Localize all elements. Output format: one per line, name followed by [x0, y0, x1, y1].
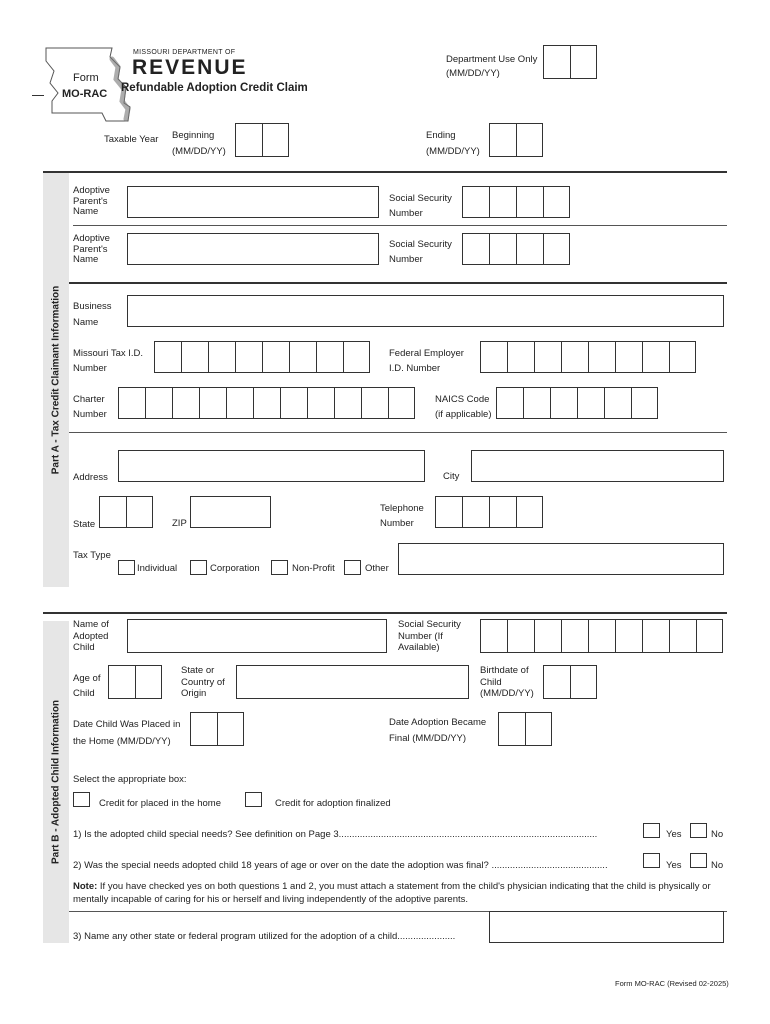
form-revision: Form MO-RAC (Revised 02-2025)	[615, 979, 729, 988]
taxable-year-ending-label: Ending	[426, 130, 456, 141]
q2-yes-label: Yes	[666, 860, 682, 871]
state-boxes[interactable]	[99, 496, 153, 528]
fein-label-line2: I.D. Number	[389, 363, 441, 374]
ssn-2-label-line1: Social Security	[389, 239, 452, 250]
credit-final-label: Credit for adoption finalized	[275, 798, 391, 809]
tax-type-other-label: Other	[365, 563, 389, 574]
agency-logo: REVENUE	[132, 56, 248, 79]
special-needs-note	[73, 880, 723, 906]
taxable-year-beginning-format: (MM/DD/YY)	[172, 146, 226, 157]
part-a-top-rule	[43, 171, 727, 173]
question-2: 2) Was the special needs adopted child 18 years of age or over on the date the adoption was final? ............................................	[73, 860, 608, 871]
tax-type-label: Tax Type	[73, 550, 111, 561]
taxable-year-beginning-label: Beginning	[172, 130, 215, 141]
child-name-label: Name of Adopted Child	[73, 619, 109, 653]
form-label: Form	[73, 72, 99, 84]
ssn-1-label-line1: Social Security	[389, 193, 452, 204]
business-name-label-line2: Name	[73, 317, 99, 328]
charter-label-line2: Number	[73, 409, 107, 420]
charter-boxes[interactable]	[118, 387, 415, 419]
naics-label-line2: (if applicable)	[435, 409, 492, 420]
part-b-title: Part B - Adopted Child Information	[50, 699, 62, 865]
agency-small: MISSOURI DEPARTMENT OF	[133, 49, 236, 56]
note-text: If you have checked yes on both questions 1 and 2, you must attach a statement from the child's physician indicating that the child is physically or mentally incapable of caring for his or herself and living independently of the adoptive parents.	[73, 881, 711, 905]
tax-type-corporation-label: Corporation	[210, 563, 260, 574]
address-divider	[69, 432, 727, 433]
taxable-year-label: Taxable Year	[104, 134, 159, 145]
adoptive-parent-2-label: Adoptive Parent's Name	[73, 233, 110, 265]
form-number: MO-RAC	[62, 88, 108, 100]
birthdate-label: Birthdate of Child (MM/DD/YY)	[480, 665, 534, 699]
fein-boxes[interactable]	[480, 341, 696, 373]
adoptive-parent-2-name-field[interactable]	[127, 233, 379, 265]
part-b-sidebar	[43, 621, 69, 943]
date-placed-label-line1: Date Child Was Placed in	[73, 719, 181, 730]
tax-type-individual-label: Individual	[137, 563, 178, 574]
address-field[interactable]	[118, 450, 425, 482]
question-1: 1) Is the adopted child special needs? See definition on Page 3..................................................................................................	[73, 829, 598, 840]
telephone-label-line2: Number	[380, 518, 414, 529]
q2-no-label: No	[711, 860, 724, 871]
child-ssn-boxes[interactable]	[480, 619, 723, 653]
form-title: Refundable Adoption Credit Claim	[121, 82, 308, 94]
dept-use-format: (MM/DD/YY)	[446, 68, 500, 79]
mo-tax-id-label-line2: Number	[73, 363, 107, 374]
q1-yes-label: Yes	[666, 829, 682, 840]
q1-no-checkbox[interactable]	[690, 823, 707, 838]
age-label-line1: Age of	[73, 673, 101, 684]
question-3: 3) Name any other state or federal program utilized for the adoption of a child......................	[73, 931, 456, 942]
mo-tax-id-label-line1: Missouri Tax I.D.	[73, 348, 144, 359]
tax-type-other-field[interactable]	[398, 543, 724, 575]
part-a-business-rule	[69, 282, 727, 284]
date-final-label-line1: Date Adoption Became	[389, 717, 487, 728]
q1-yes-checkbox[interactable]	[643, 823, 660, 838]
adoptive-parent-1-name-field[interactable]	[127, 186, 379, 218]
business-name-label-line1: Business	[73, 301, 112, 312]
part-a-sidebar	[43, 173, 69, 587]
zip-field[interactable]	[190, 496, 271, 528]
fein-label-line1: Federal Employer	[389, 348, 464, 359]
age-label-line2: Child	[73, 688, 95, 699]
city-field[interactable]	[471, 450, 724, 482]
form-number-rule	[32, 95, 44, 96]
part-a-title: Part A - Tax Credit Claimant Information	[50, 285, 62, 475]
date-final-label-line2: Final (MM/DD/YY)	[389, 733, 467, 744]
telephone-label-line1: Telephone	[380, 503, 424, 514]
age-boxes[interactable]	[108, 665, 162, 699]
zip-label: ZIP	[172, 518, 187, 529]
tax-type-individual-checkbox[interactable]	[118, 560, 135, 575]
charter-label-line1: Charter	[73, 394, 105, 405]
city-label: City	[443, 471, 460, 482]
q2-no-checkbox[interactable]	[690, 853, 707, 868]
tax-type-other-checkbox[interactable]	[344, 560, 361, 575]
state-label: State	[73, 519, 96, 530]
address-label: Address	[73, 472, 108, 483]
parent-divider	[73, 225, 727, 226]
child-ssn-label: Social Security Number (If Available)	[398, 619, 461, 653]
q1-no-label: No	[711, 829, 724, 840]
part-b-top-rule	[43, 612, 727, 614]
ssn-2-label-line2: Number	[389, 254, 423, 265]
other-program-field[interactable]	[489, 911, 724, 943]
business-name-field[interactable]	[127, 295, 724, 327]
date-placed-label-line2: the Home (MM/DD/YY)	[73, 736, 171, 747]
ssn-1-label-line2: Number	[389, 208, 423, 219]
tax-type-nonprofit-checkbox[interactable]	[271, 560, 288, 575]
origin-label: State or Country of Origin	[181, 665, 225, 699]
child-name-field[interactable]	[127, 619, 387, 653]
adoptive-parent-1-label: Adoptive Parent's Name	[73, 185, 110, 217]
q2-yes-checkbox[interactable]	[643, 853, 660, 868]
mo-tax-id-boxes[interactable]	[154, 341, 370, 373]
origin-field[interactable]	[236, 665, 469, 699]
credit-placed-checkbox[interactable]	[73, 792, 90, 807]
taxable-year-ending-format: (MM/DD/YY)	[426, 146, 480, 157]
credit-placed-label: Credit for placed in the home	[99, 798, 221, 809]
tax-type-corporation-checkbox[interactable]	[190, 560, 207, 575]
dept-use-label: Department Use Only	[446, 54, 538, 65]
select-box-label: Select the appropriate box:	[73, 774, 187, 785]
naics-label-line1: NAICS Code	[435, 394, 490, 405]
note-prefix: Note:	[73, 881, 98, 892]
naics-boxes[interactable]	[496, 387, 658, 419]
credit-final-checkbox[interactable]	[245, 792, 262, 807]
tax-type-nonprofit-label: Non-Profit	[292, 563, 335, 574]
